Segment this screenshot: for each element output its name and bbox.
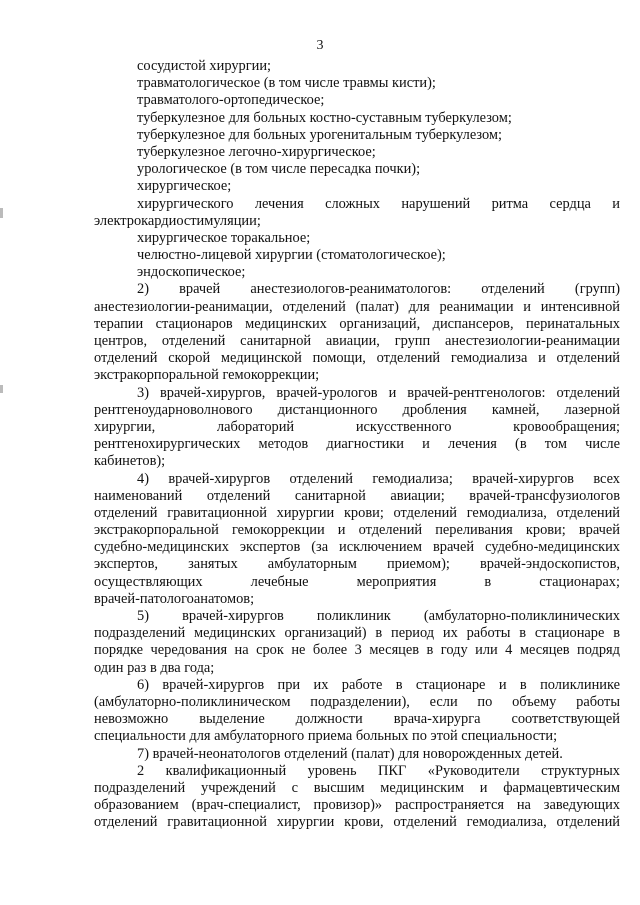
document-body bbox=[94, 58, 620, 831]
text-line: отделений гравитационной хирургии крови; отделений гемодиализа, отделений bbox=[94, 504, 620, 521]
text-line: невозможно выделение должности врача-хирурга соответствующей bbox=[94, 711, 620, 728]
text-line: 2) врачей анестезиологов-реаниматологов: отделений (групп) bbox=[137, 281, 620, 298]
text-line: анестезиологии-реанимации, отделений (палат) для реанимации и интенсивной bbox=[94, 298, 620, 315]
text-line: электрокардиостимуляции; bbox=[94, 212, 261, 229]
text-line: 3) врачей-хирургов, врачей-урологов и врачей-рентгенологов: отделений bbox=[137, 384, 620, 401]
text-line: хирургии, лабораторий искусственного кровообращения; bbox=[94, 418, 620, 435]
text-line: один раз в два года; bbox=[94, 659, 215, 676]
page-number: 3 bbox=[316, 38, 324, 53]
text-line: туберкулезное для больных костно-суставным туберкулезом; bbox=[137, 109, 512, 126]
scan-edge-mark bbox=[0, 385, 3, 393]
text-line: терапии стационаров медицинских организаций, диспансеров, перинатальных bbox=[94, 315, 620, 332]
text-line: травматологическое (в том числе травмы кисти); bbox=[137, 75, 436, 92]
text-line: сосудистой хирургии; bbox=[137, 58, 272, 74]
text-line: врачей-патологоанатомов; bbox=[94, 590, 255, 607]
text-line: экстракорпоральной гемокоррекции и отделений переливания крови; врачей bbox=[94, 522, 620, 539]
text-line: туберкулезное для больных урогенитальным туберкулезом; bbox=[137, 126, 503, 143]
text-line: наименований отделений санитарной авиации; врачей-трансфузиологов bbox=[94, 487, 620, 504]
text-line: хирургического лечения сложных нарушений ритма сердца и bbox=[137, 195, 620, 212]
text-line: образованием (врач-специалист, провизор)» распространяется на заведующих bbox=[94, 797, 620, 814]
text-line: экстракорпоральной гемокоррекции; bbox=[94, 367, 320, 384]
text-line: подразделений медицинских организаций) в период их работы в стационаре в bbox=[94, 625, 620, 642]
text-line: порядке чередования на срок не более 3 месяцев в году или 4 месяцев подряд bbox=[94, 642, 620, 659]
text-line: (амбулаторно-поликлиническом подразделении), если по объему работы bbox=[94, 693, 620, 710]
text-line: рентгенохирургических методов диагностики и лечения (в том числе bbox=[94, 436, 620, 453]
text-line: экспертов, занятых амбулаторным приемом); врачей-эндоскопистов, bbox=[94, 556, 620, 573]
text-line: 5) врачей-хирургов поликлиник (амбулаторно-поликлинических bbox=[137, 608, 620, 624]
text-line: подразделений учреждений с высшим медицинским и фармацевтическим bbox=[94, 779, 620, 796]
text-line: центров, отделений санитарной авиации, групп анестезиологии-реанимации bbox=[94, 333, 620, 349]
text-line: 4) врачей-хирургов отделений гемодиализа; врачей-хирургов всех bbox=[137, 470, 620, 487]
text-line: туберкулезное легочно-хирургическое; bbox=[137, 143, 376, 160]
text-line: 7) врачей-неонатологов отделений (палат) для новорожденных детей. bbox=[137, 745, 563, 762]
text-line: рентгеноударноволнового дистанционного дробления камней, лазерной bbox=[94, 401, 620, 418]
text-line: травматолого-ортопедическое; bbox=[137, 92, 325, 109]
text-line: судебно-медицинских экспертов (за исключением врачей судебно-медицинских bbox=[94, 539, 620, 556]
scan-edge-mark bbox=[0, 208, 3, 218]
text-line: хирургическое; bbox=[137, 178, 232, 195]
text-line: урологическое (в том числе пересадка почки); bbox=[137, 161, 421, 178]
text-line: челюстно-лицевой хирургии (стоматологическое); bbox=[137, 247, 446, 264]
text-line: отделений гравитационной хирургии крови, отделений гемодиализа, отделений bbox=[94, 814, 620, 831]
text-line: 2 квалификационный уровень ПКГ «Руководители структурных bbox=[137, 762, 620, 779]
text-line: осуществляющих лечебные мероприятия в стационарах; bbox=[94, 573, 620, 590]
text-line: отделений скорой медицинской помощи, отделений гемодиализа и отделений bbox=[94, 350, 620, 367]
text-line: эндоскопическое; bbox=[137, 264, 246, 281]
text-line: хирургическое торакальное; bbox=[137, 229, 311, 246]
text-line: 6) врачей-хирургов при их работе в стационаре и в поликлинике bbox=[137, 676, 620, 693]
text-line: кабинетов); bbox=[94, 453, 166, 470]
text-line: специальности для амбулаторного приема больных по этой специальности; bbox=[94, 728, 558, 745]
